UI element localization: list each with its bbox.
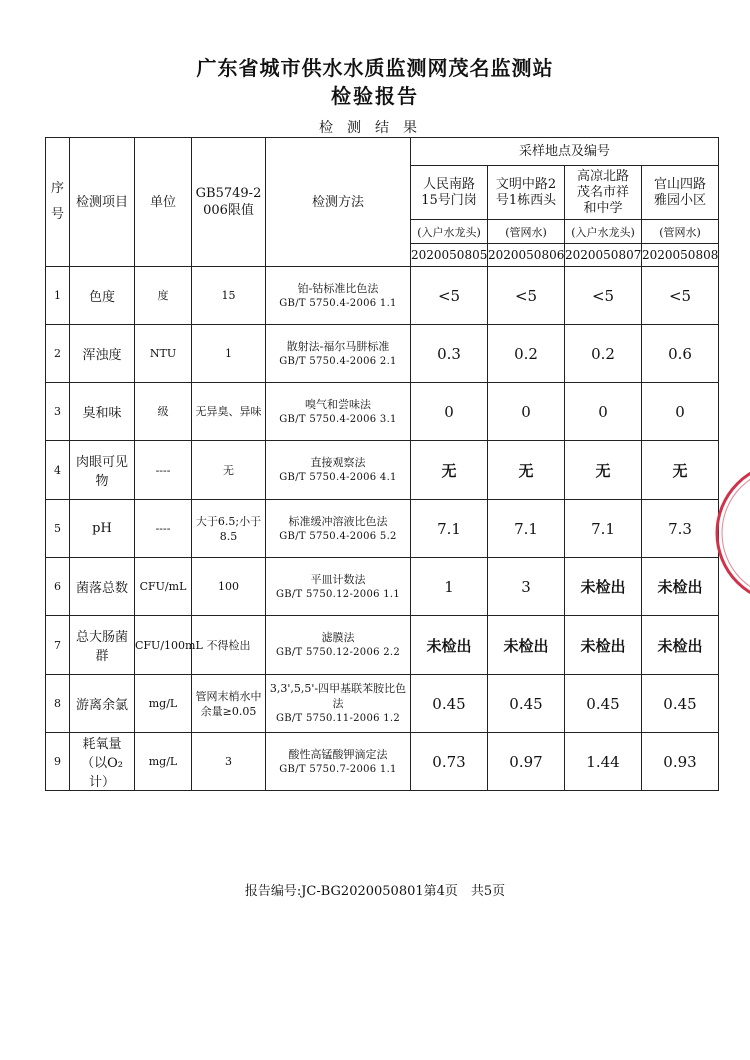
method-name: 平皿计数法 xyxy=(310,572,366,586)
result-value: <5 xyxy=(411,267,488,325)
table-row xyxy=(46,675,719,733)
site-name-2: 文明中路2号1栋西头 xyxy=(488,166,565,220)
site-sample-id-1: 2020050805 xyxy=(411,244,488,267)
method-name: 滤膜法 xyxy=(321,631,355,644)
row-seq: 2 xyxy=(46,325,70,383)
site-water-type-4: (管网水) xyxy=(642,220,719,244)
report-number: 报告编号:JC-BG2020050801第4页 共5页 xyxy=(244,884,506,899)
result-value: 未检出 xyxy=(565,616,642,675)
result-value: 0.45 xyxy=(642,675,719,733)
row-method xyxy=(266,500,411,558)
result-value: 1 xyxy=(411,558,488,616)
result-value: 0 xyxy=(411,383,488,441)
row-seq: 1 xyxy=(46,267,70,325)
result-value: 无 xyxy=(642,441,719,500)
method-standard: GB/T 5750.4-2006 3.1 xyxy=(279,413,397,425)
row-unit: 度 xyxy=(135,267,192,325)
result-value: 7.3 xyxy=(642,500,719,558)
result-value: 0.2 xyxy=(565,325,642,383)
section-title: 检测结果 xyxy=(319,120,431,136)
method-standard: GB/T 5750.7-2006 1.1 xyxy=(279,763,397,775)
result-value: 未检出 xyxy=(642,558,719,616)
result-value: 0.6 xyxy=(642,325,719,383)
row-limit: 15 xyxy=(192,267,266,325)
method-standard: GB/T 5750.4-2006 1.1 xyxy=(279,297,397,309)
header-limit: GB5749-2006限值 xyxy=(192,138,266,267)
row-unit: CFU/mL xyxy=(135,558,192,616)
method-standard: GB/T 5750.12-2006 1.1 xyxy=(275,588,401,600)
row-method xyxy=(266,675,411,733)
row-method xyxy=(266,325,411,383)
row-limit: 管网末梢水中余量≥0.05 xyxy=(192,675,266,733)
report-title: 广东省城市供水水质监测网茂名监测站 xyxy=(196,56,554,80)
row-method xyxy=(266,441,411,500)
table-row xyxy=(46,733,719,791)
row-unit: NTU xyxy=(135,325,192,383)
table-row xyxy=(46,441,719,500)
method-standard: GB/T 5750.4-2006 2.1 xyxy=(279,355,397,367)
result-value: 0 xyxy=(642,383,719,441)
result-value: 无 xyxy=(565,441,642,500)
row-seq: 6 xyxy=(46,558,70,616)
table-row xyxy=(46,267,719,325)
site-water-type-2: (管网水) xyxy=(488,220,565,244)
row-item: 浑浊度 xyxy=(70,325,135,383)
method-name: 酸性高锰酸钾滴定法 xyxy=(288,747,388,761)
row-seq: 7 xyxy=(46,616,70,675)
result-value: 无 xyxy=(411,441,488,500)
result-value: 0 xyxy=(565,383,642,441)
row-limit: 100 xyxy=(192,558,266,616)
row-unit: ---- xyxy=(135,500,192,558)
site-sample-id-3: 2020050807 xyxy=(565,244,642,267)
method-standard: GB/T 5750.11-2006 1.2 xyxy=(275,713,401,724)
row-limit: 大于6.5;小于8.5 xyxy=(192,500,266,558)
site-name-3: 高凉北路茂名市祥和中学 xyxy=(565,166,642,220)
seal-icon xyxy=(702,458,750,608)
row-item: 色度 xyxy=(70,267,135,325)
table-row xyxy=(46,558,719,616)
method-standard: GB/T 5750.12-2006 2.2 xyxy=(275,647,401,658)
row-item: 游离余氯 xyxy=(70,675,135,733)
method-name: 嗅气和尝味法 xyxy=(305,397,371,411)
result-value: 未检出 xyxy=(565,558,642,616)
method-name: 铂-钴标准比色法 xyxy=(297,281,379,295)
results-table xyxy=(45,137,719,791)
result-value: 未检出 xyxy=(411,616,488,675)
row-seq: 4 xyxy=(46,441,70,500)
row-item: 肉眼可见物 xyxy=(70,441,135,500)
result-value: 未检出 xyxy=(488,616,565,675)
result-value: 0.97 xyxy=(488,733,565,791)
row-unit: mg/L xyxy=(135,733,192,791)
row-item: 耗氧量（以O₂计） xyxy=(70,733,135,791)
row-method xyxy=(266,733,411,791)
result-value: 0.93 xyxy=(642,733,719,791)
row-method xyxy=(266,383,411,441)
row-method xyxy=(266,616,411,675)
result-value: 7.1 xyxy=(488,500,565,558)
site-name-1: 人民南路15号门岗 xyxy=(411,166,488,220)
result-value: 0.3 xyxy=(411,325,488,383)
result-value: 未检出 xyxy=(642,616,719,675)
header-seq: 序号 xyxy=(46,138,70,267)
method-standard: GB/T 5750.4-2006 4.1 xyxy=(279,472,397,483)
header-item: 检测项目 xyxy=(70,138,135,267)
result-value: 0.45 xyxy=(565,675,642,733)
result-value: 7.1 xyxy=(565,500,642,558)
row-method xyxy=(266,267,411,325)
row-item: pH xyxy=(70,500,135,558)
official-seal xyxy=(702,458,750,608)
result-value: 0.2 xyxy=(488,325,565,383)
site-sample-id-4: 2020050808 xyxy=(642,244,719,267)
row-method xyxy=(266,558,411,616)
site-water-type-1: (入户水龙头) xyxy=(411,220,488,244)
result-value: 0 xyxy=(488,383,565,441)
result-value: 1.44 xyxy=(565,733,642,791)
result-value: 0.45 xyxy=(488,675,565,733)
row-limit: 无异臭、异味 xyxy=(192,383,266,441)
result-value: 3 xyxy=(488,558,565,616)
row-item: 总大肠菌群 xyxy=(70,616,135,675)
row-unit: ---- xyxy=(135,441,192,500)
row-limit: 3 xyxy=(192,733,266,791)
site-sample-id-2: 2020050806 xyxy=(488,244,565,267)
result-value: 无 xyxy=(488,441,565,500)
row-unit: 级 xyxy=(135,383,192,441)
table-row xyxy=(46,325,719,383)
result-value: 7.1 xyxy=(411,500,488,558)
result-value: <5 xyxy=(642,267,719,325)
row-unit: mg/L xyxy=(135,675,192,733)
header-method: 检测方法 xyxy=(266,138,411,267)
result-value: <5 xyxy=(488,267,565,325)
site-name-4: 官山四路雅园小区 xyxy=(642,166,719,220)
result-value: <5 xyxy=(565,267,642,325)
header-unit: 单位 xyxy=(135,138,192,267)
method-name: 散射法-福尔马肼标准 xyxy=(286,339,390,353)
method-name: 直接观察法 xyxy=(310,456,366,469)
row-seq: 8 xyxy=(46,675,70,733)
result-value: 0.73 xyxy=(411,733,488,791)
method-standard: GB/T 5750.4-2006 5.2 xyxy=(279,530,397,542)
row-limit: 不得检出 xyxy=(192,616,266,675)
method-name: 3,3',5,5'-四甲基联苯胺比色法 xyxy=(269,682,407,710)
row-limit: 无 xyxy=(192,441,266,500)
table-row xyxy=(46,500,719,558)
result-value: 0.45 xyxy=(411,675,488,733)
table-row xyxy=(46,616,719,675)
row-item: 菌落总数 xyxy=(70,558,135,616)
row-limit: 1 xyxy=(192,325,266,383)
table-row xyxy=(46,383,719,441)
report-subtitle: 检验报告 xyxy=(331,84,419,108)
row-seq: 9 xyxy=(46,733,70,791)
row-unit: CFU/100mL xyxy=(135,616,192,675)
row-seq: 3 xyxy=(46,383,70,441)
method-name: 标准缓冲溶液比色法 xyxy=(288,514,388,528)
site-water-type-3: (入户水龙头) xyxy=(565,220,642,244)
header-sampling: 采样地点及编号 xyxy=(411,138,719,166)
row-item: 臭和味 xyxy=(70,383,135,441)
row-seq: 5 xyxy=(46,500,70,558)
